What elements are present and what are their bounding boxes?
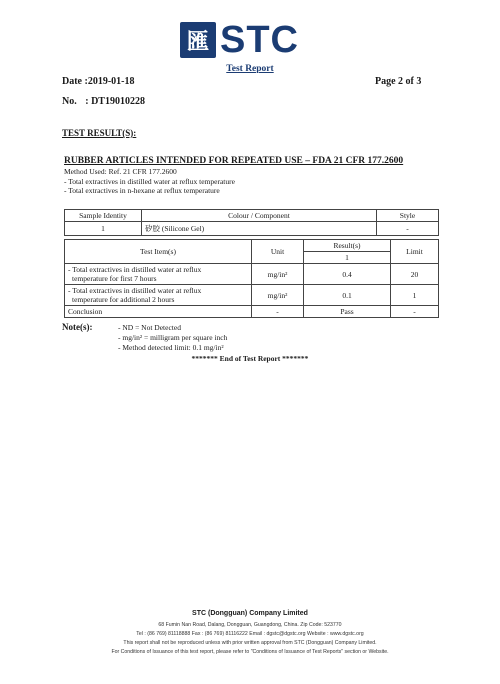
results-sample-number: 1	[304, 252, 391, 264]
conclusion-unit: -	[252, 306, 304, 318]
result-cell: 0.1	[304, 285, 391, 306]
no-label: No.	[62, 96, 77, 107]
logo-mark: 匯	[180, 22, 216, 58]
limit-header: Limit	[391, 240, 439, 264]
logo-text: STC	[220, 19, 299, 61]
style-header: Style	[377, 210, 439, 222]
footer-contact: Tel : (86 769) 81118888 Fax : (86 769) 81116222 Email : dgstc@dgstc.org Website : www.dgstc.org	[136, 631, 364, 637]
footer-address: 68 Fumin Nan Road, Dalang, Dongguan, Guangdong, China. Zip Code: 523770	[158, 622, 342, 628]
note-line-3: - Method detected limit: 0.1 mg/in²	[118, 343, 224, 352]
footer-disclaimer-2: For Conditions of Issuance of this test report, please refer to "Conditions of Issuance of Test Reports" section or Website.	[111, 649, 389, 655]
limit-cell: 20	[391, 264, 439, 285]
test-item-2: - Total extractives in n-hexane at reflux temperature	[64, 186, 220, 195]
test-item-cell: - Total extractives in distilled water at reflux temperature for additional 2 hours	[65, 285, 252, 306]
unit-cell: mg/in²	[252, 285, 304, 306]
note-line-2: - mg/in² = milligram per square inch	[118, 333, 228, 342]
footer-disclaimer-1: This report shall not be reproduced unless with prior written approval from STC (Dongguan) Company Limited.	[123, 640, 377, 646]
date-label: Date	[62, 76, 82, 87]
table-row	[65, 264, 439, 285]
result-table	[64, 239, 439, 318]
unit-cell: mg/in²	[252, 264, 304, 285]
colour-component-value: 矽胶 (Silicone Gel)	[142, 222, 377, 236]
test-items-header: Test Item(s)	[65, 240, 252, 264]
page-number: Page 2 of 3	[375, 76, 422, 87]
conclusion-result: Pass	[304, 306, 391, 318]
colour-component-header: Colour / Component	[142, 210, 377, 222]
sample-identity-header: Sample Identity	[65, 210, 142, 222]
report-number-row	[62, 96, 145, 107]
report-number: : DT19010228	[85, 96, 145, 107]
note-line-1: - ND = Not Detected	[118, 323, 181, 332]
style-value: -	[377, 222, 439, 236]
method-used: Method Used: Ref. 21 CFR 177.2600	[64, 167, 177, 176]
date-row	[62, 76, 135, 87]
conclusion-limit: -	[391, 306, 439, 318]
stc-logo	[180, 20, 330, 60]
conclusion-label: Conclusion	[65, 306, 252, 318]
report-title: Test Report	[226, 64, 274, 74]
date-value: :2019-01-18	[84, 76, 135, 87]
test-item-1: - Total extractives in distilled water at reflux temperature	[64, 177, 235, 186]
standard-title: RUBBER ARTICLES INTENDED FOR REPEATED USE – FDA 21 CFR 177.2600	[64, 156, 404, 166]
sample-table	[64, 209, 439, 236]
table-row	[65, 285, 439, 306]
conclusion-row	[65, 306, 439, 318]
end-of-report: ******* End of Test Report *******	[191, 354, 309, 363]
test-item-cell: - Total extractives in distilled water at reflux temperature for first 7 hours	[65, 264, 252, 285]
notes-label: Note(s):	[62, 322, 93, 332]
sample-identity-value: 1	[65, 222, 142, 236]
results-header: Result(s)	[304, 240, 391, 252]
limit-cell: 1	[391, 285, 439, 306]
test-results-heading: TEST RESULT(S):	[62, 128, 137, 138]
unit-header: Unit	[252, 240, 304, 264]
result-cell: 0.4	[304, 264, 391, 285]
footer-company: STC (Dongguan) Company Limited	[192, 610, 308, 617]
